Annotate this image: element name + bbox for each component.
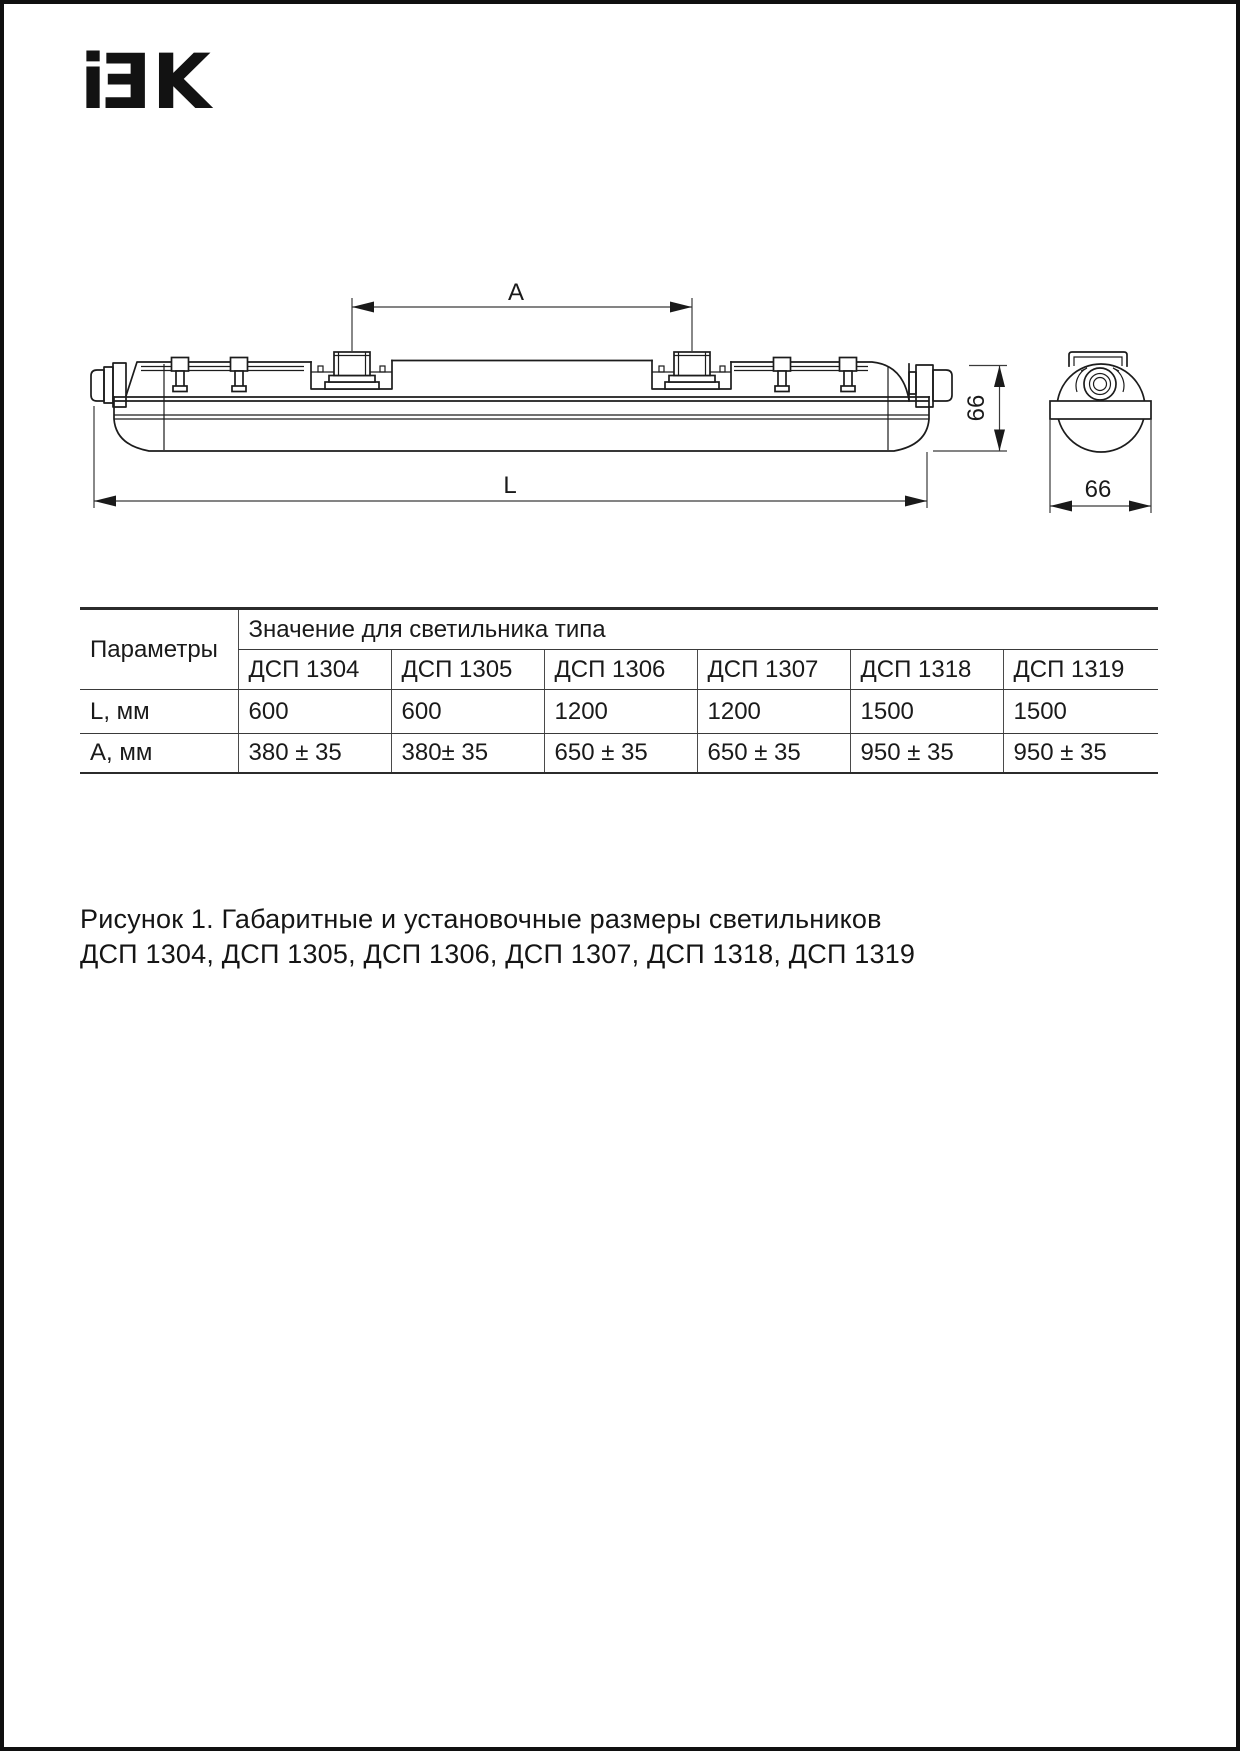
dimension-width-label: 66 (1084, 476, 1112, 503)
dimension-height-66 (933, 366, 1007, 452)
dimension-a-label: A (507, 279, 525, 306)
logo-letter-i: i (80, 37, 104, 126)
table-cell: 600 (238, 690, 391, 734)
table-cell: 1200 (697, 690, 850, 734)
figure-caption-line1: Рисунок 1. Габаритные и установочные размеры светильников (80, 904, 882, 934)
parameters-table (80, 607, 1158, 774)
row-label-l: L, мм (80, 690, 238, 734)
luminaire-end-view (1050, 352, 1151, 452)
table-cell: 380 ± 35 (238, 734, 391, 774)
table-row-mounting (80, 734, 1158, 774)
column-header-dsp-1318: ДСП 1318 (850, 650, 1003, 690)
param-column-header: Параметры (80, 609, 238, 690)
dimension-a (352, 279, 692, 351)
figure-caption-line2: ДСП 1304, ДСП 1305, ДСП 1306, ДСП 1307, ДСП 1318, ДСП 1319 (80, 939, 916, 969)
column-header-dsp-1307: ДСП 1307 (697, 650, 850, 690)
mounting-bracket-right (652, 352, 731, 389)
luminaire-dimension-drawing (4, 4, 1236, 1747)
table-cell: 950 ± 35 (1003, 734, 1158, 774)
table-cell: 650 ± 35 (697, 734, 850, 774)
logo-letter-k: K (151, 37, 208, 126)
table-cell: 1200 (544, 690, 697, 734)
luminaire-side-view (91, 352, 952, 451)
table-cell: 950 ± 35 (850, 734, 1003, 774)
figure-caption (80, 902, 915, 972)
column-header-dsp-1306: ДСП 1306 (544, 650, 697, 690)
logo-letter-e-mirrored: E (103, 37, 152, 126)
column-header-dsp-1319: ДСП 1319 (1003, 650, 1158, 690)
row-label-a: A, мм (90, 739, 153, 766)
technical-drawing (4, 4, 1236, 1747)
column-header-dsp-1304: ДСП 1304 (238, 650, 391, 690)
value-group-header: Значение для светильника типа (238, 609, 1158, 650)
mounting-bracket-left (311, 352, 392, 389)
table-row-length (80, 690, 1158, 734)
column-header-dsp-1305: ДСП 1305 (391, 650, 544, 690)
table-cell: 1500 (850, 690, 1003, 734)
table-cell: 380± 35 (391, 734, 544, 774)
dimension-l-label: L (503, 472, 517, 499)
table-cell: 1500 (1003, 690, 1158, 734)
dimension-l (94, 406, 927, 508)
table-cell: 650 ± 35 (544, 734, 697, 774)
dimension-height-label: 66 (963, 394, 990, 422)
table-cell: 600 (391, 690, 544, 734)
